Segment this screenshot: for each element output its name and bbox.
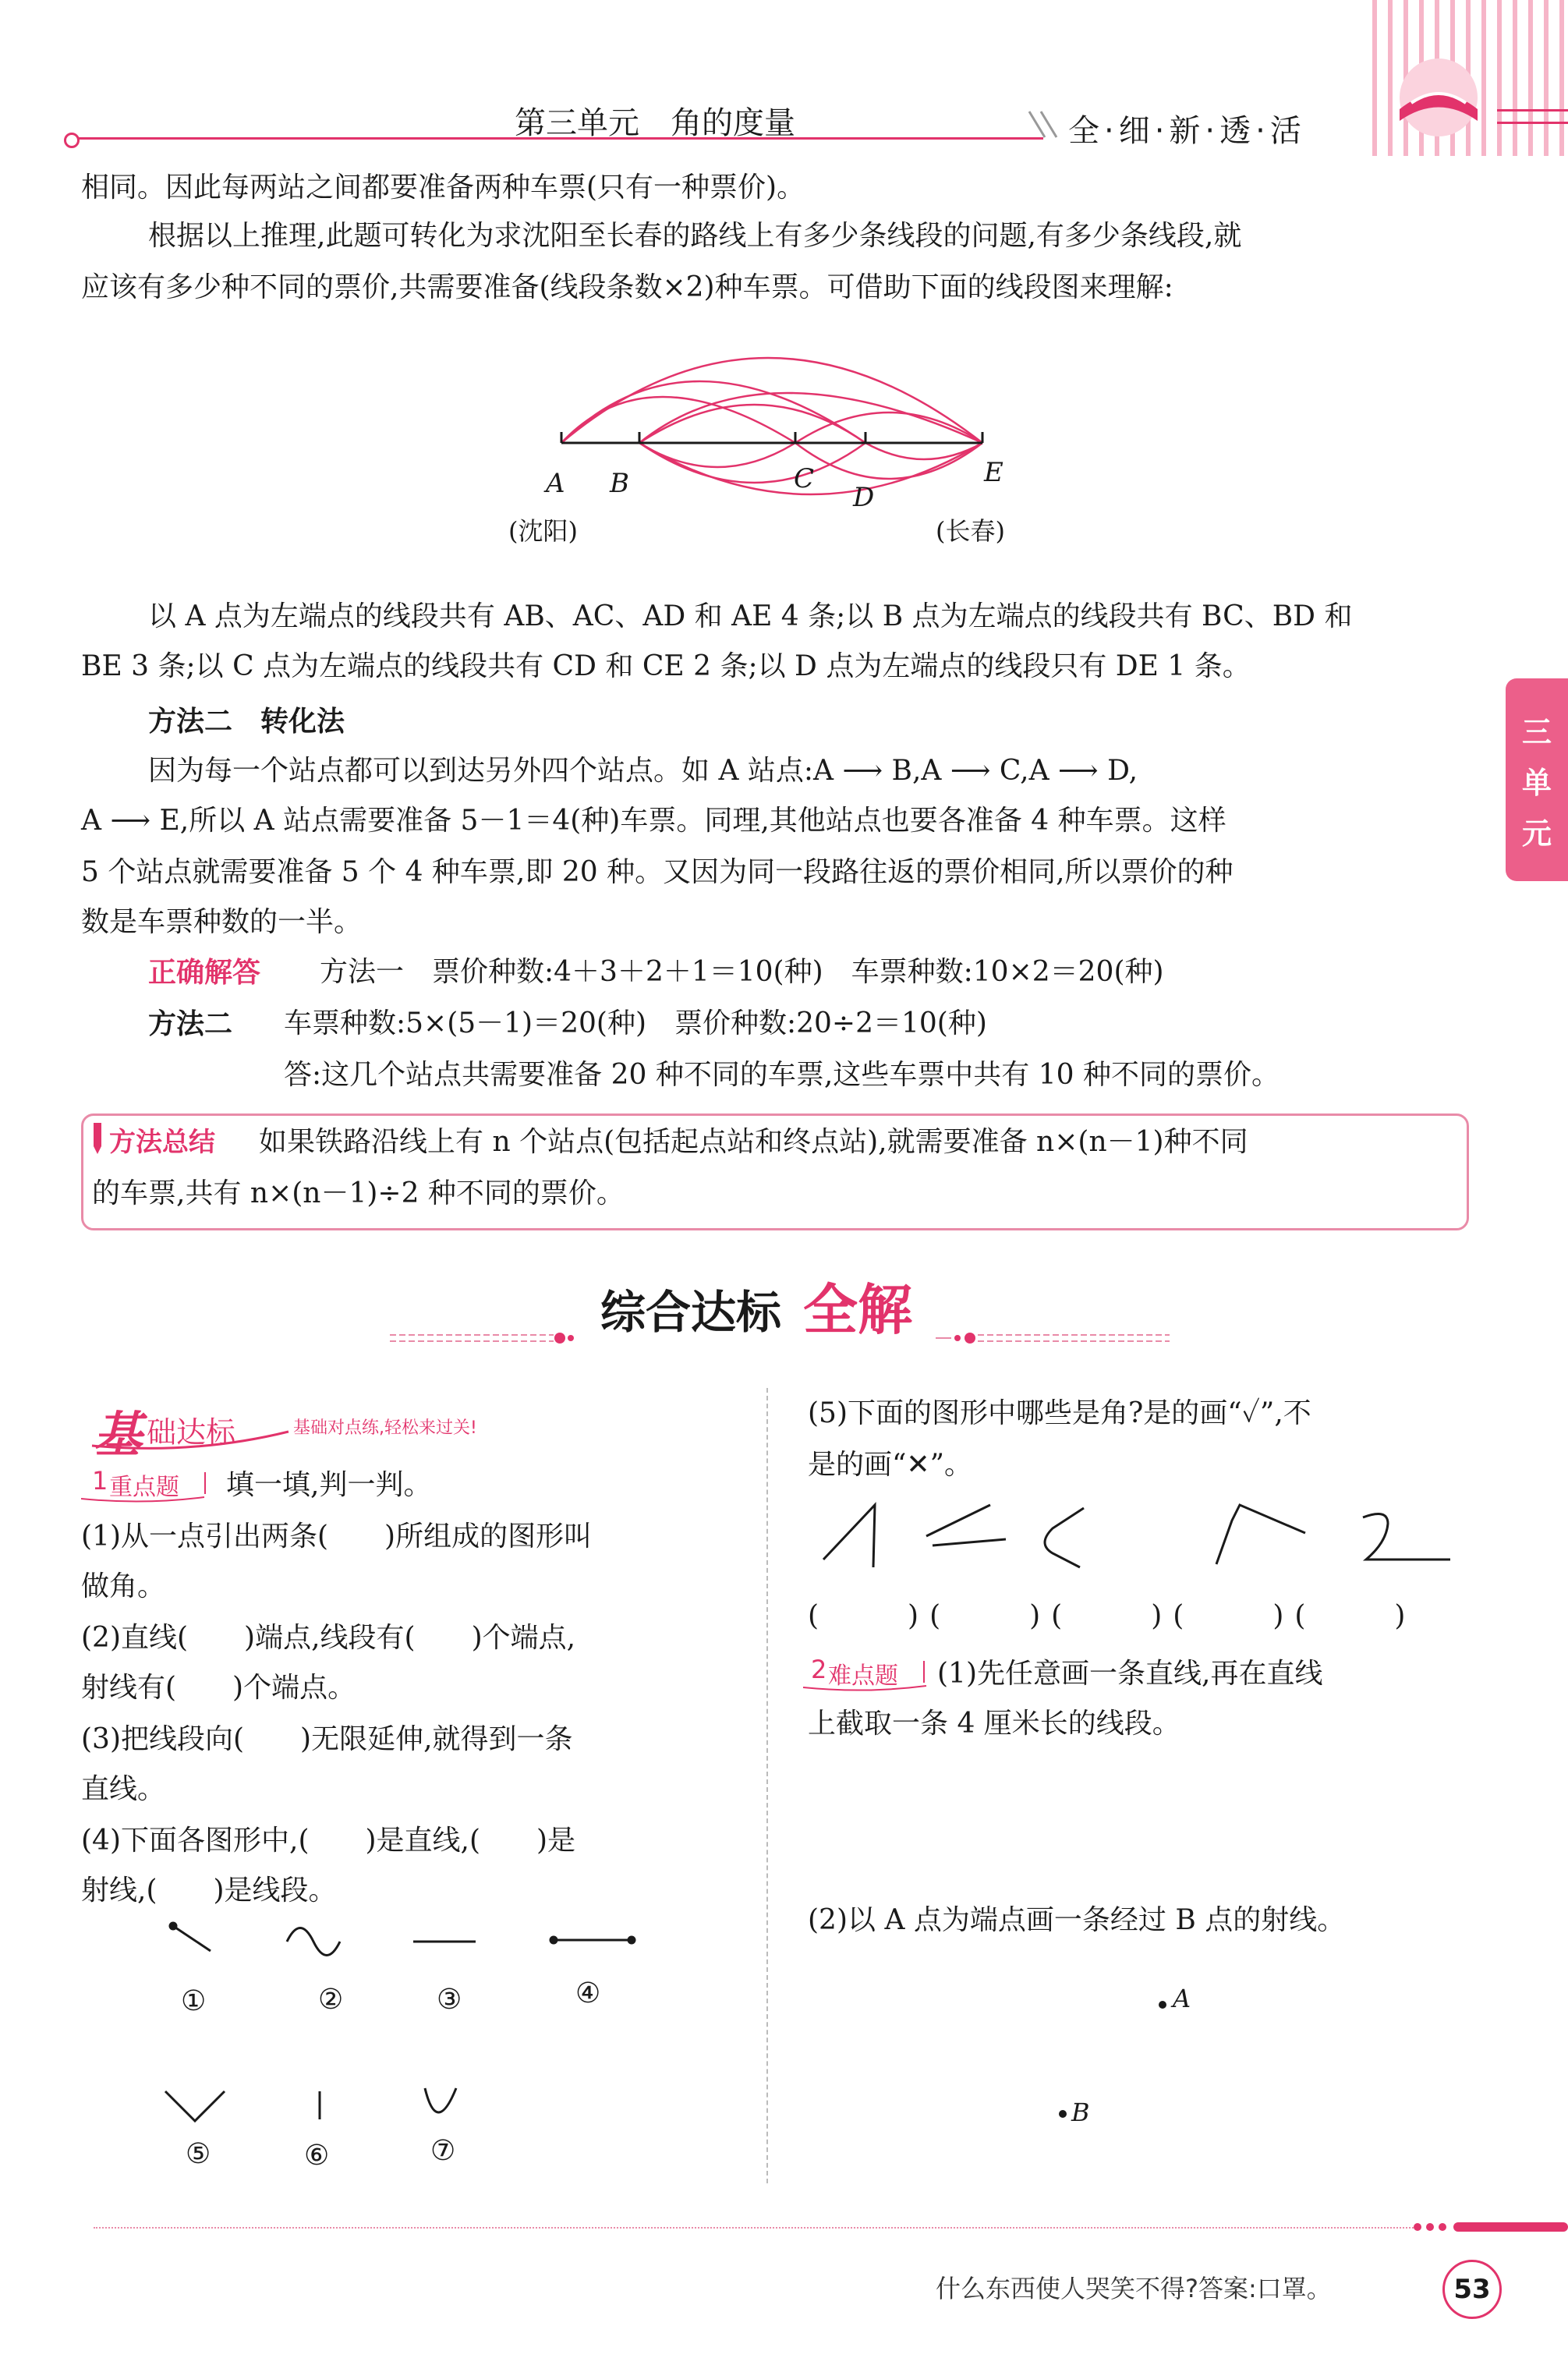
header-rule-right: [1497, 109, 1568, 112]
summary-label: 方法总结: [109, 1127, 215, 1158]
intro-line-3: 应该有多少种不同的票价,共需要准备(线段条数×2)种车票。可借助下面的线段图来理解:: [81, 271, 1173, 303]
q1-tag-divider: [204, 1472, 206, 1494]
header-slash-icon: [1021, 108, 1068, 139]
q5-shape-5: [1363, 1514, 1450, 1560]
point-label-b: B: [610, 468, 629, 499]
basic-badge-rest: 础达标: [147, 1415, 236, 1450]
section-title-black: 综合达标: [600, 1286, 782, 1339]
side-tab-char: 三: [1521, 714, 1552, 749]
shape-label-3: ③: [437, 1984, 462, 2016]
q1-2-line-b: 射线有( )个端点。: [81, 1672, 356, 1704]
q2-tag-underline: [803, 1683, 928, 1692]
point-b-dot: [1059, 2110, 1067, 2118]
unit-title: 第三单元 角的度量: [515, 105, 795, 141]
section-heading-rule: [390, 1318, 1177, 1349]
arc-c-e-low: [795, 443, 982, 479]
q5-shapes: [811, 1489, 1474, 1583]
q1-4-line-a: (4)下面各图形中,( )是直线,( )是: [81, 1825, 576, 1857]
point-label-d: D: [853, 482, 875, 513]
q1-shapes: [156, 1918, 655, 2183]
shape-label-4: ④: [575, 1977, 601, 2009]
column-divider: [766, 1388, 768, 2183]
footer-rule: [94, 2227, 1419, 2229]
method2-heading: 方法二 转化法: [148, 705, 345, 738]
shape-label-5: ⑤: [186, 2138, 211, 2170]
shape-5-v: [165, 2091, 225, 2121]
side-tab-char: 元: [1521, 816, 1552, 851]
badge-swoosh: [84, 1393, 295, 1455]
q2-2-line: (2)以 A 点为端点画一条经过 B 点的射线。: [808, 1904, 1346, 1936]
point-a-label: A: [1173, 1984, 1191, 2013]
shape-1-line: [173, 1926, 211, 1951]
q2-1-line-a: (1)先任意画一条直线,再在直线: [937, 1658, 1323, 1690]
intro-line-1: 相同。因此每两站之间都要准备两种车票(只有一种票价)。: [81, 172, 805, 204]
answer-label: 正确解答: [148, 956, 261, 989]
summary-line-1: 如果铁路沿线上有 n 个站点(包括起点站和终点站),就需要准备 n×(n－1)种不同: [259, 1126, 1248, 1158]
shape-label-6: ⑥: [304, 2140, 330, 2172]
arc-b-d-top: [639, 405, 865, 443]
basic-badge-big: 基: [94, 1406, 143, 1463]
q2-number: 2: [811, 1655, 827, 1684]
explanation-line-2: BE 3 条;以 C 点为左端点的线段共有 CD 和 CE 2 条;以 D 点为左端点的线段只有 DE 1 条。: [81, 650, 1251, 682]
method2-line-1: 因为每一个站点都可以到达另外四个站点。如 A 站点:A ⟶ B,A ⟶ C,A ⟶ D,: [148, 755, 1138, 787]
side-tab-char: 单: [1521, 765, 1552, 800]
pencil-icon: [86, 1121, 109, 1156]
section-title-pink: 全解: [803, 1278, 912, 1342]
q1-4-line-b: 射线,( )是线段。: [81, 1875, 337, 1907]
point-label-e: E: [984, 457, 1003, 488]
header-rule-dot: [64, 133, 80, 148]
point-a-dot: [1159, 2001, 1166, 2009]
shape-2-wave: [287, 1928, 340, 1956]
shape-label-7: ⑦: [430, 2135, 456, 2167]
method2-line-3: 5 个站点就需要准备 5 个 4 种车票,即 20 种。又因为同一段路往返的票价相同,所以票价的种: [81, 856, 1234, 888]
explanation-line-1: 以 A 点为左端点的线段共有 AB、AC、AD 和 AE 4 条;以 B 点为左端点的线段共有 BC、BD 和: [148, 600, 1353, 632]
point-label-a: A: [546, 468, 565, 499]
q1-3-line-b: 直线。: [81, 1773, 166, 1805]
q1-3-line-a: (3)把线段向( )无限延伸,就得到一条: [81, 1723, 573, 1755]
basic-badge-sub: 基础对点练,轻松来过关!: [293, 1418, 477, 1438]
answer-line-1: 方法一 票价种数:4＋3＋2＋1＝10(种) 车票种数:10×2＝20(种): [320, 956, 1164, 988]
intro-line-2: 根据以上推理,此题可转化为求沈阳至长春的路线上有多少条线段的问题,有多少条线段,就: [148, 220, 1242, 252]
q5-shape-4: [1216, 1505, 1305, 1564]
footer-riddle: 什么东西使人哭笑不得?答案:口罩。: [936, 2274, 1332, 2303]
footer-dots-decoration: [1411, 2216, 1568, 2239]
answer-line-3: 答:这几个站点共需要准备 20 种不同的车票,这些车票中共有 10 种不同的票价。: [284, 1059, 1280, 1091]
q2-tag: 难点题: [828, 1662, 898, 1690]
q2-1-line-b: 上截取一条 4 厘米长的线段。: [808, 1708, 1180, 1740]
q1-1-line-a: (1)从一点引出两条( )所组成的图形叫: [81, 1521, 593, 1552]
shape-label-2: ②: [318, 1984, 344, 2016]
q1-tag-underline: [81, 1494, 206, 1503]
q1-tag: 重点题: [109, 1474, 179, 1501]
book-logo-icon: [1372, 55, 1505, 140]
slogan: 全·细·新·透·活: [1068, 113, 1306, 149]
label-shenyang: (沈阳): [508, 516, 578, 546]
method2-line-4: 数是车票种数的一半。: [81, 906, 363, 938]
page-number: 53: [1442, 2260, 1502, 2319]
q5-shape-2: [926, 1505, 1006, 1545]
method2-line-2: A ⟶ E,所以 A 站点需要准备 5－1＝4(种)车票。同理,其他站点也要各准备 4 种车票。这样: [81, 805, 1226, 837]
point-b-label: B: [1071, 2098, 1090, 2127]
q1-number: 1: [92, 1466, 108, 1496]
answer-method2-label: 方法二: [148, 1007, 233, 1040]
point-label-c: C: [794, 463, 815, 494]
arc-d-e: [865, 443, 982, 459]
q1-1-line-b: 做角。: [81, 1570, 166, 1602]
q5-shape-1: [823, 1505, 875, 1567]
shape-label-1: ①: [181, 1985, 207, 2017]
header-rule-right-2: [1497, 122, 1568, 124]
shape-7-curve: [425, 2088, 456, 2112]
shape-1-endpoint: [170, 1923, 176, 1929]
answer-line-2: 车票种数:5×(5－1)＝20(种) 票价种数:20÷2＝10(种): [284, 1007, 987, 1039]
arc-a-c: [561, 397, 795, 443]
q1-2-line-a: (2)直线( )端点,线段有( )个端点,: [81, 1622, 576, 1654]
label-changchun: (长春): [936, 516, 1005, 546]
q5-answer-blanks[interactable]: ( )( )( )( )( ): [808, 1600, 1417, 1632]
q1-title: 填一填,判一判。: [226, 1469, 432, 1501]
q5-shape-3: [1045, 1508, 1084, 1567]
q5-line-b: 是的画“✕”。: [808, 1449, 972, 1481]
q5-line-a: (5)下面的图形中哪些是角?是的画“✓”,不: [808, 1397, 1311, 1429]
unit-side-tab: [1506, 678, 1568, 881]
arc-a-d: [561, 381, 865, 443]
q2-tag-divider: [923, 1661, 925, 1683]
summary-line-2: 的车票,共有 n×(n－1)÷2 种不同的票价。: [92, 1177, 625, 1209]
